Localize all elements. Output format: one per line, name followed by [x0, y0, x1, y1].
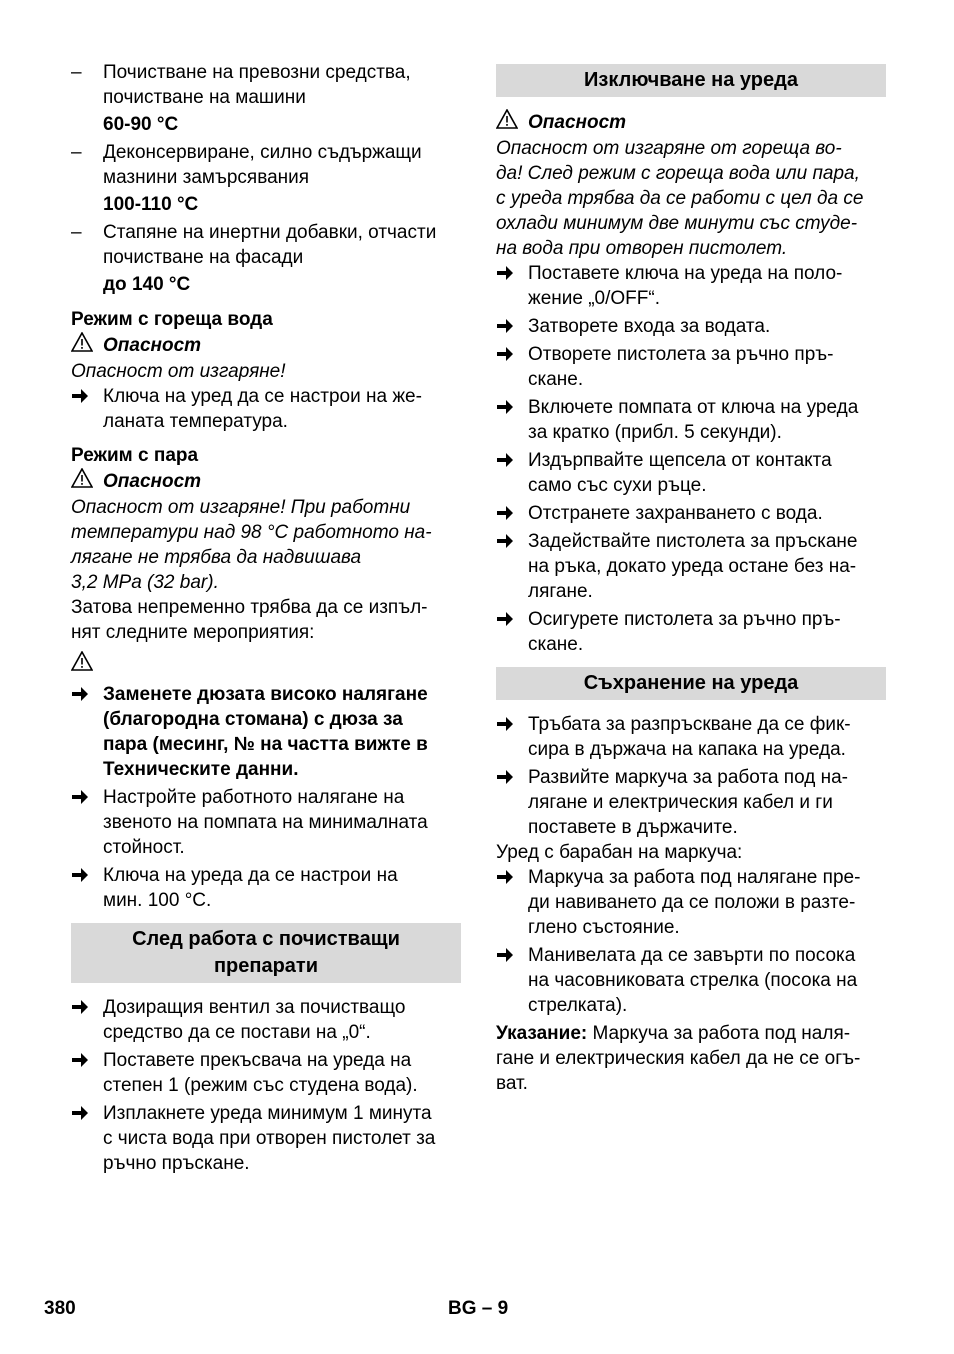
warning-text: Опасност от изгаряне! При работни температури над 98 °C работното на- лягане не трябва да надвишава 3,2 MPa (32 bar).	[71, 497, 432, 593]
list-item: Задействайте пистолета за пръскане на ръка, докато уреда остане без на- лягане.	[496, 529, 886, 604]
instruction-text: Затова непременно трябва да се изпъл- нят следните мероприятия:	[71, 597, 428, 643]
list-item: Включете помпата от ключа на уреда за кратко (прибл. 5 секунди).	[496, 395, 886, 445]
arrow-icon	[496, 314, 524, 334]
arrow-icon	[496, 765, 524, 785]
list-item: Дозиращия вентил за почистващо средство да се постави на „0“.	[71, 995, 461, 1045]
arrow-icon	[71, 1048, 99, 1068]
page-number: 380	[44, 1298, 76, 1319]
temperature-value: 60-90 °C	[103, 114, 179, 135]
list-item: – Стапяне на инертни добавки, отчасти почистване на фасади	[71, 222, 437, 268]
list-item: Развийте маркуча за работа под на- лягане и електрическия кабел и ги поставете в държачите.	[496, 765, 886, 840]
arrow-icon	[496, 712, 524, 732]
list-item: – Почистване на превозни средства, почистване на машини	[71, 62, 411, 108]
warning-triangle-icon	[71, 468, 93, 495]
list-item: Изплакнете уреда минимум 1 минута с чиста вода при отворен пистолет за ръчно пръскане.	[71, 1101, 461, 1176]
danger-label: Опасност	[71, 468, 461, 495]
list-item: Маркуча за работа под налягане пре- ди навиването да се положи в разте- глено състояние.	[496, 865, 886, 940]
section-title: Изключване на уреда	[496, 64, 886, 97]
danger-label: Опасност	[496, 109, 886, 136]
arrow-icon	[496, 529, 524, 549]
arrow-icon	[496, 943, 524, 963]
temperature-value: 100-110 °C	[103, 194, 199, 215]
arrow-icon	[71, 995, 99, 1015]
list-item: Тръбата за разпръскване да се фик- сира в държача на капака на уреда.	[496, 712, 886, 762]
dash-marker: –	[71, 142, 82, 163]
arrow-icon	[496, 395, 524, 415]
arrow-icon	[71, 384, 99, 404]
arrow-icon	[71, 785, 99, 805]
list-item: Осигурете пистолета за ръчно пръ- скане.	[496, 607, 886, 657]
section-title: След работа с почистващи препарати	[71, 923, 461, 983]
list-item: Отстранете захранването с вода.	[496, 501, 886, 526]
language-page-label: BG – 9	[448, 1298, 509, 1319]
right-column	[496, 64, 886, 1096]
arrow-icon	[71, 863, 99, 883]
list-item: Издърпвайте щепсела от контакта само със сухи ръце.	[496, 448, 886, 498]
temperature-value: до 140 °C	[103, 274, 191, 295]
warning-triangle-icon	[71, 332, 93, 359]
list-item: Ключа на уреда да се настрои на мин. 100 °C.	[71, 863, 461, 913]
arrow-icon	[496, 448, 524, 468]
list-item: Затворете входа за водата.	[496, 314, 886, 339]
list-item: Поставете ключа на уреда на поло- жение „0/OFF“.	[496, 261, 886, 311]
warning-text: Опасност от изгаряне от гореща во- да! След режим с гореща вода или пара, с уреда трябва да се работи с цел да се охлади минимум две минути със студе- на вода при отворен пистолет.	[496, 138, 864, 259]
arrow-icon	[496, 865, 524, 885]
warning-triangle-icon	[496, 109, 518, 136]
warning-triangle-icon	[71, 651, 461, 678]
note-label: Указание:	[496, 1023, 588, 1044]
list-item: Настройте работното налягане на звеното на помпата на минималната стойност.	[71, 785, 461, 860]
section-heading: Режим с гореща вода	[71, 309, 273, 330]
list-item: Заменете дюзата високо налягане (благородна стомана) с дюза за пара (месинг, № на частта вижте в Техническите данни.	[71, 682, 461, 782]
arrow-icon	[496, 342, 524, 362]
list-item: Отворете пистолета за ръчно пръ- скане.	[496, 342, 886, 392]
list-item: – Деконсервиране, силно съдържащи мазнини замърсявания	[71, 142, 422, 188]
arrow-icon	[496, 261, 524, 281]
arrow-icon	[71, 682, 99, 702]
note-paragraph: Указание: Маркуча за работа под наля- гане и електрическия кабел да не се огъ- ват.	[496, 1023, 861, 1094]
list-item: Ключа на уред да се настрои на же- ланата температура.	[71, 384, 461, 434]
warning-text: Опасност от изгаряне!	[71, 361, 286, 382]
arrow-icon	[496, 607, 524, 627]
section-title: Съхранение на уреда	[496, 667, 886, 700]
section-heading: Режим с пара	[71, 445, 199, 466]
danger-label: Опасност	[71, 332, 461, 359]
dash-marker: –	[71, 62, 82, 83]
arrow-icon	[496, 501, 524, 521]
drum-text: Уред с барабан на маркуча:	[496, 842, 743, 863]
dash-marker: –	[71, 222, 82, 243]
arrow-icon	[71, 1101, 99, 1121]
list-item: Поставете прекъсвача на уреда на степен 1 (режим със студена вода).	[71, 1048, 461, 1098]
list-item: Манивелата да се завърти по посока на часовниковата стрелка (посока на стрелката).	[496, 943, 886, 1018]
left-column	[71, 60, 461, 1176]
